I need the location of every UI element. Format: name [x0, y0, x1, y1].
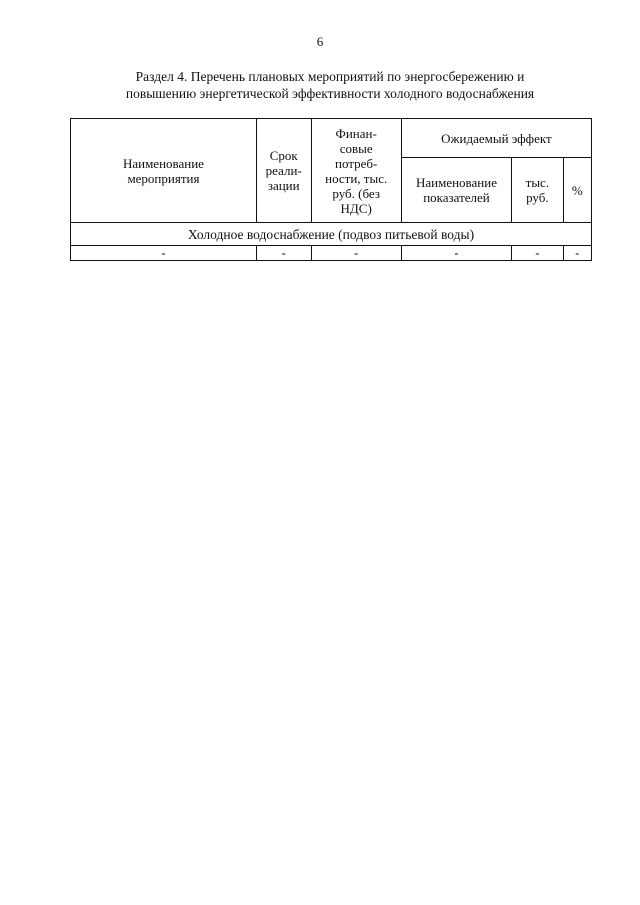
header-financial-needs: Финан- совые потреб- ности, тыс. руб. (без НДС)	[311, 119, 401, 223]
table-header-row-1	[71, 119, 592, 158]
table-cell: -	[71, 246, 257, 261]
measures-table	[70, 118, 592, 261]
section-row-label: Холодное водоснабжение (подвоз питьевой воды)	[71, 223, 592, 246]
header-expected-effect: Ожидаемый эффект	[401, 119, 591, 158]
table-section-row	[71, 223, 592, 246]
table-cell: -	[401, 246, 511, 261]
header-percent: %	[563, 158, 591, 223]
section-title-line-2: повышению энергетической эффективности холодного водоснабжения	[125, 86, 535, 101]
table-cell: -	[512, 246, 563, 261]
table-cell: -	[311, 246, 401, 261]
section-title-line-1: Раздел 4. Перечень плановых мероприятий по энергосбережению и	[135, 69, 525, 84]
header-measure-name: Наименование мероприятия	[71, 119, 257, 223]
section-title	[70, 68, 590, 102]
table-cell: -	[256, 246, 311, 261]
page-number: 6	[316, 34, 324, 49]
table-cell: -	[563, 246, 591, 261]
header-indicator-name: Наименование показателей	[401, 158, 511, 223]
header-implementation-term: Срок реали- зации	[256, 119, 311, 223]
table-row	[71, 246, 592, 261]
header-thousand-rub: тыс. руб.	[512, 158, 563, 223]
